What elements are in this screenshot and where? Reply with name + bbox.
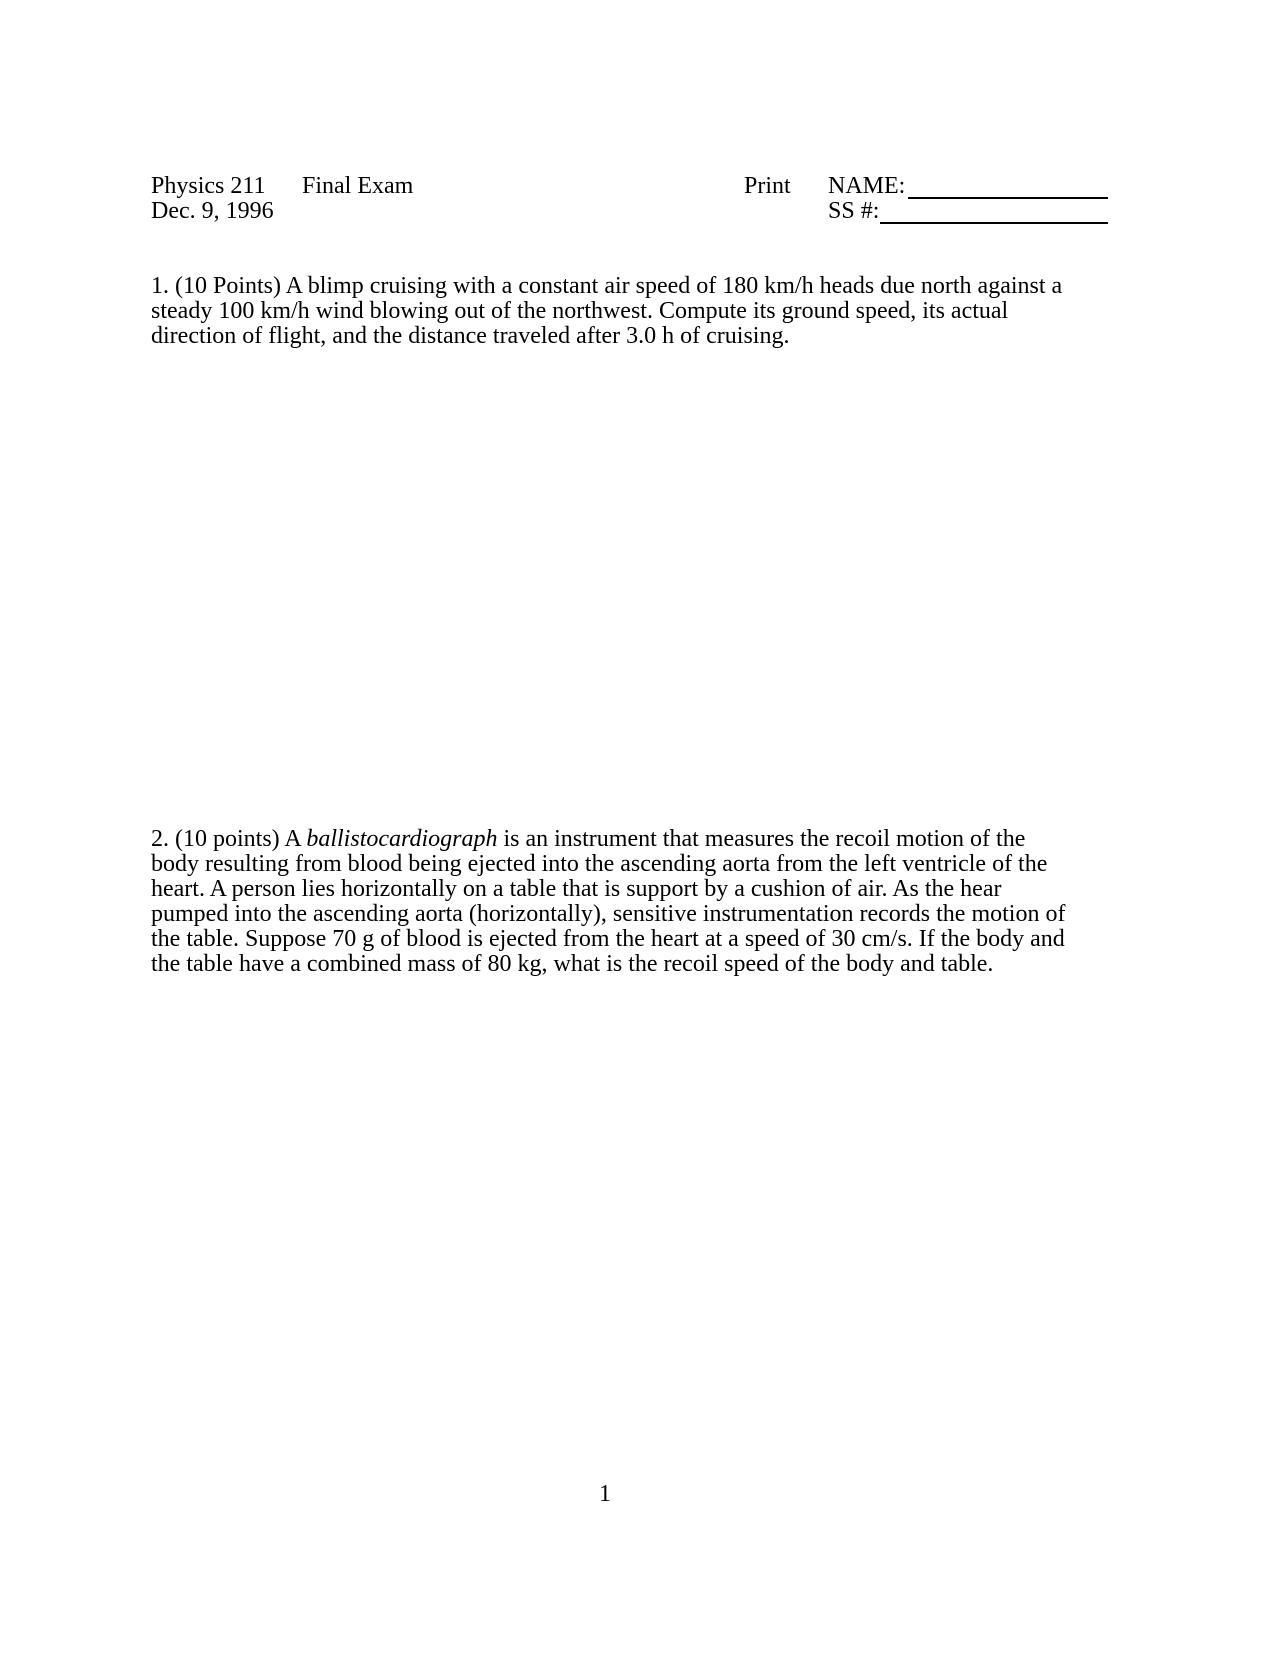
question-line: heart. A person lies horizontally on a table that is support by a cushion of air. As the hear <box>151 876 1002 902</box>
question-line: steady 100 km/h wind blowing out of the northwest. Compute its ground speed, its actual <box>151 298 1009 324</box>
page-number: 1 <box>599 1481 611 1507</box>
question-line: 1. (10 Points) A blimp cruising with a constant air speed of 180 km/h heads due north against a <box>151 273 1063 299</box>
question-2-prefix: 2. (10 points) A <box>151 826 307 852</box>
exam-date: Dec. 9, 1996 <box>151 198 274 224</box>
question-1 <box>151 274 1131 349</box>
course-title: Physics 211 <box>151 173 266 199</box>
question-line: pumped into the ascending aorta (horizontally), sensitive instrumentation records the motion of <box>151 901 1066 927</box>
print-label: Print <box>744 173 791 199</box>
ss-blank-line <box>880 222 1108 224</box>
exam-title: Final Exam <box>302 173 414 199</box>
ss-label: SS #: <box>828 198 880 224</box>
question-line: the table. Suppose 70 g of blood is ejected from the heart at a speed of 30 cm/s. If the body and <box>151 926 1065 952</box>
name-blank-line <box>908 197 1108 199</box>
name-label: NAME: <box>828 173 906 199</box>
question-line <box>151 827 1131 852</box>
question-line: the table have a combined mass of 80 kg, what is the recoil speed of the body and table. <box>151 951 994 977</box>
question-2 <box>151 827 1131 977</box>
question-2-suffix: is an instrument that measures the recoil motion of the <box>497 826 1026 852</box>
question-2-term: ballistocardiograph <box>306 826 498 852</box>
question-line: body resulting from blood being ejected into the ascending aorta from the left ventricle of the <box>151 851 1048 877</box>
question-line: direction of flight, and the distance traveled after 3.0 h of cruising. <box>151 323 790 349</box>
